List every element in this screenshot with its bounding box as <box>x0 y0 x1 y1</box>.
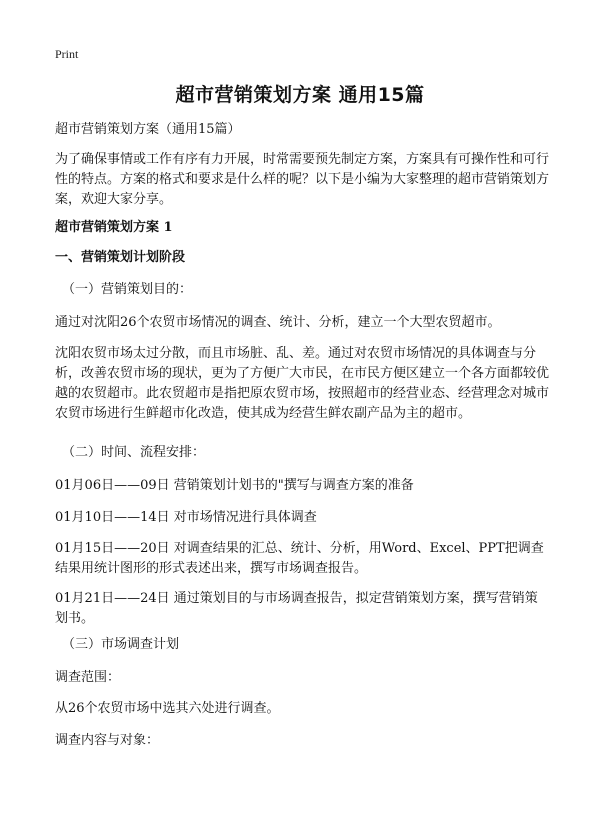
scope-text: 从26个农贸市场中选其六处进行调查。 <box>55 701 280 716</box>
intro-paragraph: 为了确保事情或工作有序有力开展，时常需要预先制定方案，方案具有可操作性和可行性的特点。方案的格式和要求是什么样的呢？以下是小编为大家整理的超市营销策划方案，欢迎大家分享。 <box>55 152 550 207</box>
part-heading: 一、营销策划计划阶段 <box>55 250 186 265</box>
document-title: 超市营销策划方案 通用15篇 <box>175 84 425 106</box>
paragraph: 通过对沈阳26个农贸市场情况的调查、统计、分析，建立一个大型农贸超市。 <box>55 315 501 330</box>
item-heading-survey: （三）市场调查计划 <box>62 637 180 652</box>
schedule-item: 01月10日——14日 对市场情况进行具体调查 <box>55 510 317 525</box>
paragraph: 沈阳农贸市场太过分散，而且市场脏、乱、差。通过对农贸市场情况的具体调查与分析，改善农贸市场的现状，更为了方便广大市民，在市民方便区建立一个各方面都较优越的农贸超市。此农贸超市是指把原农贸市场，按照超市的经营业态、经营理念对城市农贸市场进行生鲜超市化改造，使其成为经营生鲜农副产品为主的超市。 <box>55 346 550 421</box>
schedule-item: 01月15日——20日 对调查结果的汇总、统计、分析，用Word、Excel、PPT把调查结果用统计图形的形式表述出来，撰写市场调查报告。 <box>55 541 544 576</box>
section-heading: 超市营销策划方案 1 <box>55 220 173 235</box>
print-label: Print <box>55 47 79 61</box>
document-subtitle: 超市营销策划方案（通用15篇） <box>55 122 241 137</box>
content-label: 调查内容与对象： <box>55 733 160 748</box>
item-heading-purpose: （一）营销策划目的： <box>62 282 193 297</box>
schedule-item: 01月21日——24日 通过策划目的与市场调查报告，拟定营销策划方案，撰写营销策划书。 <box>55 591 538 626</box>
scope-label: 调查范围： <box>55 670 121 685</box>
schedule-item: 01月06日——09日 营销策划计划书的"撰写与调查方案的准备 <box>55 478 414 493</box>
item-heading-schedule: （二）时间、流程安排： <box>62 445 206 460</box>
